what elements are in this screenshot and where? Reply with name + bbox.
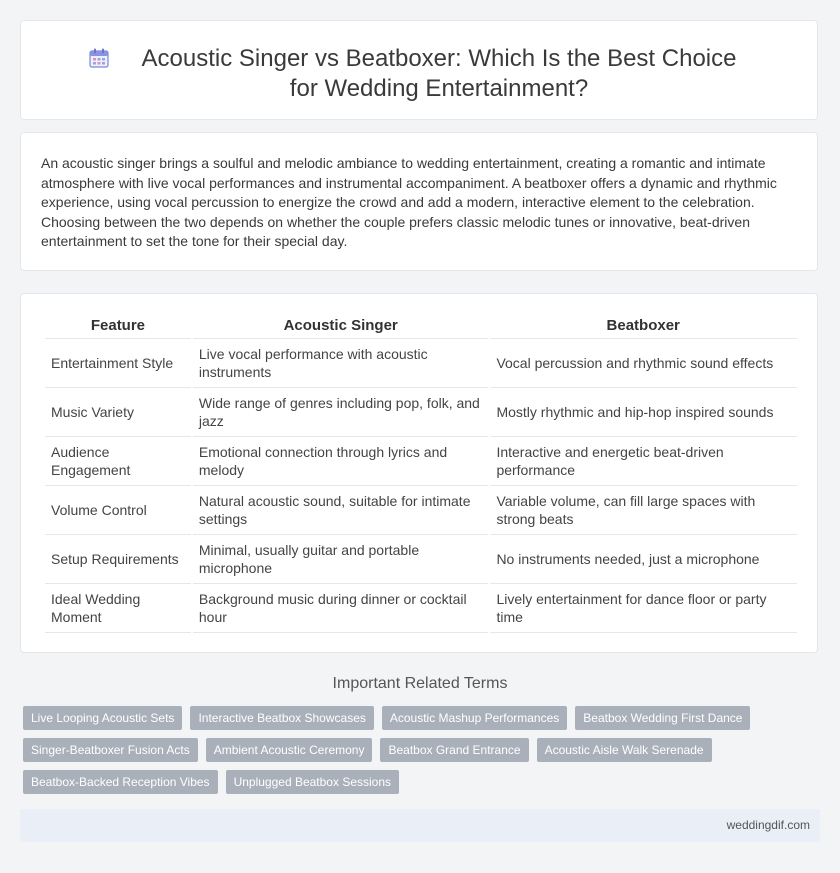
table-row [44,339,797,388]
acoustic-cell: Emotional connection through lyrics and melody [192,437,490,486]
related-term-tag[interactable]: Beatbox Grand Entrance [380,738,528,762]
related-term-tag[interactable]: Acoustic Mashup Performances [382,706,567,730]
related-term-tag[interactable]: Acoustic Aisle Walk Serenade [537,738,712,762]
table-row [44,535,797,584]
header-beatboxer: Beatboxer [489,312,797,339]
related-terms-heading: Important Related Terms [332,675,508,692]
acoustic-cell: Wide range of genres including pop, folk, and jazz [192,388,490,437]
acoustic-cell: Background music during dinner or cocktail hour [192,584,490,633]
related-term-tag[interactable]: Beatbox Wedding First Dance [575,706,750,730]
related-term-tag[interactable]: Ambient Acoustic Ceremony [206,738,373,762]
acoustic-cell: Live vocal performance with acoustic instruments [192,339,490,388]
footer-site-link[interactable]: weddingdif.com [726,818,810,832]
related-term-tag[interactable]: Interactive Beatbox Showcases [190,706,373,730]
feature-cell: Music Variety [44,388,192,437]
beatboxer-cell: No instruments needed, just a microphone [489,535,797,584]
feature-cell: Volume Control [44,486,192,535]
related-term-tag[interactable]: Unplugged Beatbox Sessions [226,770,399,794]
table-row [44,584,797,633]
feature-cell: Entertainment Style [44,339,192,388]
beatboxer-cell: Variable volume, can fill large spaces with strong beats [489,486,797,535]
page-title: Acoustic Singer vs Beatboxer: Which Is the Best Choice for Wedding Entertainment? [141,45,737,102]
table-row [44,486,797,535]
beatboxer-cell: Lively entertainment for dance floor or party time [489,584,797,633]
intro-paragraph: An acoustic singer brings a soulful and melodic ambiance to wedding entertainment, creating a romantic and intimate atmosphere with live vocal performances and instrumental accompaniment. A beatboxer offers a dynamic and rhythmic experience, using vocal percussion to energize the crowd and add a modern, interactive element to the celebration. Choosing between the two depends on whether the couple prefers classic melodic tunes or innovative, beat-driven entertainment to set the tone for their special day. [41,155,777,249]
feature-cell: Ideal Wedding Moment [44,584,192,633]
table-header-row [44,312,797,339]
table-row [44,388,797,437]
intro-card [20,132,818,271]
beatboxer-cell: Vocal percussion and rhythmic sound effects [489,339,797,388]
title-card [20,20,818,120]
table-row [44,437,797,486]
comparison-table [43,312,797,633]
beatboxer-cell: Mostly rhythmic and hip-hop inspired sounds [489,388,797,437]
beatboxer-cell: Interactive and energetic beat-driven performance [489,437,797,486]
related-term-tag[interactable]: Singer-Beatboxer Fusion Acts [23,738,198,762]
header-feature: Feature [44,312,192,339]
related-term-tag[interactable]: Live Looping Acoustic Sets [23,706,182,730]
related-terms-list [23,706,783,794]
header-acoustic-singer: Acoustic Singer [192,312,490,339]
feature-cell: Setup Requirements [44,535,192,584]
acoustic-cell: Natural acoustic sound, suitable for intimate settings [192,486,490,535]
footer [20,809,820,842]
acoustic-cell: Minimal, usually guitar and portable microphone [192,535,490,584]
feature-cell: Audience Engagement [44,437,192,486]
related-term-tag[interactable]: Beatbox-Backed Reception Vibes [23,770,218,794]
comparison-card [20,293,818,653]
